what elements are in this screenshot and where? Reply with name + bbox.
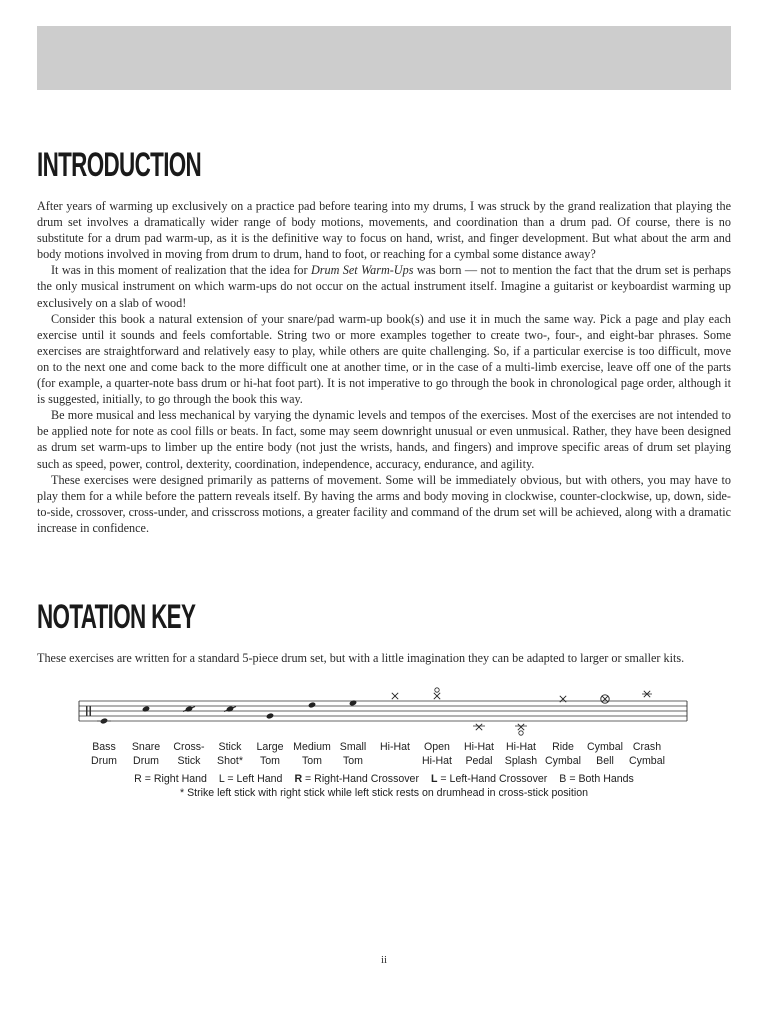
note-symbol-x-note-accent	[642, 691, 652, 697]
instrument-label-line: Drum	[133, 755, 159, 767]
note-symbol-x-note	[473, 724, 485, 730]
note-symbol-notehead	[308, 702, 316, 709]
intro-paragraph-2-start: It was in this moment of realization that the idea for	[51, 263, 311, 278]
legend-item	[559, 773, 634, 785]
legend-abbreviation: L	[430, 773, 438, 785]
x-notehead-icon	[434, 693, 440, 699]
legend-abbreviation: R	[294, 773, 303, 785]
intro-paragraph-3: Consider this book a natural extension of your snare/pad warm-up book(s) and use it in much the same way. Pick a page and play each exercise until it sounds and feels comfortable. String two or more examples together to create two-, four-, and eight-bar phrases. Some exercises are straightforward and relatively easy to play, while others are quite challenging. So, if a particular exercise is too difficult, move on to the next one and come back to the more difficult one at another time, or in the case of a multi-limb exercise, leave off one of the parts (for example, a quarter-note bass drum or hi-hat foot part). It is not imperative to go through the book in chronological page order, although it is suggested, initially, to go through the book this way.	[37, 311, 731, 407]
open-circle-icon	[435, 688, 439, 692]
instrument-label-line: Open	[424, 741, 450, 753]
header-band	[37, 26, 731, 90]
legend-abbreviation: B	[559, 773, 567, 785]
notehead-icon	[349, 700, 357, 707]
intro-paragraph-2	[37, 262, 731, 310]
instrument-label-line: Snare	[131, 741, 161, 753]
note-symbol-notehead-slash	[183, 706, 195, 713]
legend-item	[294, 773, 419, 785]
instrument-label-line: Hi-Hat	[463, 741, 495, 753]
instrument-label-line: Tom	[342, 755, 363, 767]
introduction-heading: INTRODUCTION	[37, 146, 202, 184]
instrument-label-line: Cymbal	[545, 755, 581, 767]
instrument-label-line: Bass	[92, 741, 116, 753]
legend-abbreviation: R	[134, 773, 142, 785]
notehead-icon	[308, 702, 316, 709]
legend-equals: =	[566, 773, 579, 785]
intro-paragraph-2-end: was born — not to mention the fact that the drum set is perhaps the only musical instrument on which warm-ups do not occur on the actual instrument itself. Imagine a guitarist or keyboardist warming up exclusively on a slab of wood!	[37, 263, 731, 310]
notehead-icon	[100, 718, 108, 725]
slash-icon	[224, 707, 236, 712]
instrument-label-line: Hi-Hat	[379, 741, 411, 753]
instrument-label-line: Stick	[177, 755, 201, 767]
note-symbol-x-note-open	[434, 688, 440, 699]
notehead-icon	[185, 706, 193, 713]
legend-equals: =	[141, 773, 154, 785]
slash-icon	[183, 707, 195, 712]
instrument-label-line: Hi-Hat	[505, 741, 537, 753]
note-symbol-circled-x	[601, 695, 609, 703]
note-symbol-x-note-open	[515, 724, 527, 735]
note-symbol-notehead	[349, 700, 357, 707]
note-symbol-x-note	[560, 696, 566, 702]
legend-equals: =	[437, 773, 450, 785]
legend-equals: =	[302, 773, 315, 785]
hand-legend	[0, 772, 768, 786]
legend-item	[431, 773, 547, 785]
circle-icon	[601, 695, 609, 703]
instrument-label-line: Cymbal	[587, 741, 623, 753]
instrument-label-line: Ride	[552, 741, 574, 753]
instrument-labels	[0, 740, 768, 770]
percussion-clef-icon	[86, 706, 91, 716]
page-number: ii	[380, 954, 388, 966]
introduction-body	[37, 198, 731, 536]
x-notehead-icon	[392, 693, 398, 699]
instrument-label-line: Hi-Hat	[421, 755, 453, 767]
legend-item	[134, 773, 207, 785]
stick-shot-footnote: * Strike left stick with right stick while left stick rests on drumhead in cross-stick position	[180, 787, 588, 799]
legend-abbreviation: L	[218, 773, 225, 785]
instrument-label-line: Bell	[596, 755, 614, 767]
legend-meaning: Left Hand	[236, 773, 283, 785]
x-notehead-icon	[602, 696, 608, 702]
intro-paragraph-1: After years of warming up exclusively on a practice pad before tearing into my drums, I was struck by the grand realization that playing the drum set involves a dramatically wider range of body motions, movements, and coordination than a drum pad. Of course, there is no substitute for a drum pad warm-up, as it is the definitive way to focus on hand, wrist, and finger development. But what about the arm and body motions involved in moving from drum to drum, hand to foot, or reaching for a cymbal some distance away?	[37, 199, 731, 262]
instrument-label	[619, 740, 675, 768]
book-title: Drum Set Warm-Ups	[310, 263, 414, 278]
legend-meaning: Right Hand	[153, 773, 207, 785]
open-circle-icon	[519, 731, 523, 735]
instrument-label-line: Tom	[259, 755, 280, 767]
x-notehead-icon	[476, 724, 482, 730]
percussion-clef-bar	[90, 706, 92, 716]
instrument-label-line: Splash	[504, 755, 538, 767]
note-symbols	[97, 688, 652, 735]
staff-lines	[79, 701, 687, 721]
note-symbol-notehead	[142, 706, 150, 713]
instrument-label-line: Small	[339, 741, 367, 753]
notation-key-heading: NOTATION KEY	[37, 598, 196, 636]
intro-paragraph-5: These exercises were designed primarily as patterns of movement. Some will be immediately obvious, but with others, you may have to play them for a while before the pattern reveals itself. By having the arms and body moving in clockwise, counter-clockwise, up, down, side-to-side, crossover, cross-under, and crisscross motions, a greater facility and command of the drum set will be achieved, along with a dramatic increase in confidence.	[37, 472, 731, 535]
x-notehead-icon	[644, 691, 650, 697]
instrument-label-line: Stick	[218, 741, 242, 753]
instrument-label-line: Cymbal	[629, 755, 665, 767]
notehead-icon	[142, 706, 150, 713]
instrument-label-line: Medium	[293, 741, 331, 753]
notehead-icon	[226, 706, 234, 713]
note-symbol-x-note	[392, 693, 398, 699]
legend-meaning: Right-Hand Crossover	[314, 773, 419, 785]
instrument-label-line: Pedal	[465, 755, 493, 767]
x-notehead-icon	[518, 724, 524, 730]
legend-meaning: Left-Hand Crossover	[449, 773, 548, 785]
instrument-label-line: Large	[256, 741, 284, 753]
instrument-label-line: Drum	[91, 755, 117, 767]
instrument-label-line: Cross-	[173, 741, 205, 753]
legend-equals: =	[224, 773, 237, 785]
percussion-clef-bar	[86, 706, 88, 716]
instrument-label-line: Shot*	[217, 755, 243, 767]
intro-paragraph-4: Be more musical and less mechanical by varying the dynamic levels and tempos of the exercises. Most of the exercises are not intended to be applied note for note as cool fills or beats. In fact, some may seem downright unusual or even unmusical. Rather, they have been designed as drum set warm-ups to limber up the entire body (not just the wrists, hands, and fingers) and improve specific areas of drum set playing such as speed, power, control, dexterity, coordination, independence, accuracy, endurance, and agility.	[37, 408, 731, 471]
note-symbol-notehead	[266, 713, 274, 720]
instrument-label-line: Tom	[301, 755, 322, 767]
legend-meaning: Both Hands	[578, 773, 634, 785]
notation-key-intro: These exercises are written for a standard 5-piece drum set, but with a little imagination they can be adapted to larger or smaller kits.	[37, 651, 685, 665]
x-notehead-icon	[560, 696, 566, 702]
instrument-label-line: Crash	[632, 741, 662, 753]
note-symbol-notehead	[97, 718, 111, 725]
legend-item	[219, 773, 283, 785]
notehead-icon	[266, 713, 274, 720]
note-symbol-notehead-slash	[224, 706, 236, 713]
